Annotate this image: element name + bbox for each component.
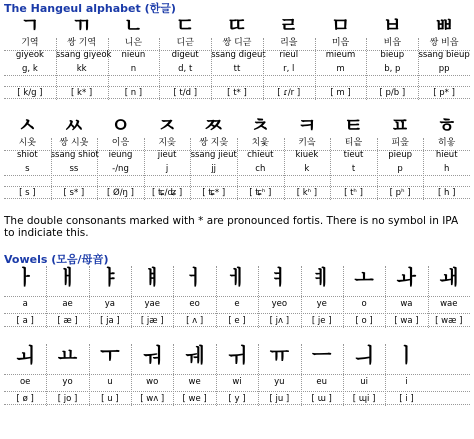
column-separator	[46, 266, 47, 328]
consonant-romanization: t	[351, 164, 356, 174]
vowel-jamo: ㅖ	[312, 265, 332, 289]
vowel-romanization: yeo	[271, 299, 288, 309]
consonant-korean-name: 쌍 비읍	[429, 38, 459, 48]
consonant-ipa: [ h ]	[437, 188, 456, 198]
consonant-column	[144, 114, 191, 214]
consonant-romanization: tt	[233, 64, 241, 74]
consonant-korean-name: 이응	[111, 138, 130, 148]
vowel-romanization: i	[405, 377, 408, 387]
consonant-korean-name: 지읒	[158, 138, 176, 148]
consonant-column	[315, 14, 367, 112]
vowel-romanization: yae	[144, 299, 160, 309]
column-separator	[211, 38, 212, 100]
consonant-jamo: ㅋ	[297, 113, 317, 137]
column-separator	[258, 266, 259, 328]
column-separator	[89, 266, 90, 328]
column-separator	[284, 138, 285, 200]
consonant-romanized-name: ssang digeut	[211, 50, 266, 60]
column-separator	[366, 38, 367, 100]
vowel-jamo: ㅛ	[57, 343, 78, 367]
consonant-romanized-name: kiuek	[295, 150, 319, 160]
consonant-jamo: ㄴ	[123, 13, 144, 37]
consonant-korean-name: 디귿	[176, 38, 194, 48]
consonant-romanization: k	[304, 164, 310, 174]
consonant-romanized-name: tieut	[343, 150, 364, 160]
vowel-ipa: [ wa ]	[394, 316, 419, 326]
consonant-column	[4, 114, 51, 214]
column-separator	[131, 344, 132, 406]
consonant-romanization: pp	[438, 64, 450, 74]
column-separator	[108, 38, 109, 100]
vowel-ipa: [ ju ]	[269, 394, 290, 404]
column-separator	[418, 38, 419, 100]
vowel-jamo: ㅒ	[142, 265, 162, 289]
vowel-ipa: [ u ]	[101, 394, 119, 404]
consonant-korean-name: 피읖	[391, 138, 409, 148]
vowel-jamo: ㅜ	[100, 343, 120, 367]
vowel-jamo: ㅠ	[269, 343, 290, 367]
consonant-romanized-name: pieup	[388, 150, 412, 160]
column-separator	[343, 266, 344, 328]
vowel-romanization: ae	[62, 299, 73, 309]
vowel-ipa: [ jæ ]	[140, 316, 164, 326]
consonant-column	[108, 14, 160, 112]
consonant-ipa: [ p* ]	[433, 88, 455, 98]
vowel-romanization: eu	[316, 377, 328, 387]
consonant-column	[51, 114, 98, 214]
vowel-jamo: ㅓ	[184, 265, 205, 289]
consonant-korean-name: 키읔	[298, 138, 316, 148]
consonant-romanized-name: nieun	[121, 50, 146, 60]
column-separator	[144, 138, 145, 200]
vowel-romanization: o	[361, 299, 367, 309]
consonant-column	[159, 14, 211, 112]
consonant-korean-name: 쌍 디귿	[222, 38, 252, 48]
consonant-korean-name: 기역	[21, 38, 39, 48]
vowel-romanization: ye	[316, 299, 327, 309]
consonant-romanization: p	[397, 164, 403, 174]
consonant-jamo: ㅉ	[204, 113, 224, 137]
vowel-romanization: ya	[104, 299, 116, 309]
column-separator	[173, 344, 174, 406]
consonant-romanization: n	[130, 64, 137, 74]
consonant-romanization: jj	[211, 164, 217, 174]
consonant-ipa: [ m ]	[330, 88, 351, 98]
page-title: The Hangeul alphabet (한글)	[4, 2, 176, 15]
vowel-jamo: ㅑ	[100, 265, 120, 289]
consonant-jamo: ㅈ	[157, 113, 177, 137]
consonant-jamo: ㅂ	[382, 13, 402, 37]
vowel-romanization: eo	[189, 299, 200, 309]
column-separator	[173, 266, 174, 328]
vowel-romanization: wa	[400, 299, 413, 309]
fortis-note: The double consonants marked with * are pronounced fortis. There is no symbol in IPA to indiciate this.	[4, 215, 459, 239]
consonant-jamo: ㅍ	[390, 113, 410, 137]
vowel-ipa: [ jo ]	[57, 394, 78, 404]
consonant-column	[211, 13, 266, 112]
consonant-column	[263, 14, 315, 112]
consonant-ipa: [ ʨ* ]	[202, 188, 226, 198]
consonant-jamo: ㄱ	[20, 13, 40, 37]
vowel-column	[4, 344, 46, 439]
vowel-column	[173, 266, 215, 344]
vowel-jamo: ㅟ	[227, 343, 247, 367]
vowel-column	[258, 266, 300, 344]
vowel-column	[46, 266, 88, 344]
column-separator	[46, 344, 47, 406]
column-separator	[56, 38, 57, 100]
consonant-jamo: ㅃ	[434, 13, 454, 37]
vowel-romanization: wae	[440, 299, 458, 309]
consonant-romanized-name: rieul	[279, 50, 299, 60]
column-separator	[428, 266, 429, 328]
vowel-grid-row-2	[4, 344, 470, 439]
consonant-ipa: [ k* ]	[71, 88, 93, 98]
column-separator	[330, 138, 331, 200]
consonant-jamo: ㄸ	[227, 13, 247, 37]
consonant-ipa: [ s ]	[19, 188, 36, 198]
consonant-jamo: ㅅ	[17, 113, 37, 137]
column-separator	[423, 138, 424, 200]
vowel-column	[343, 266, 385, 344]
consonant-romanization: j	[165, 164, 169, 174]
consonant-romanized-name: mieum	[325, 50, 356, 60]
vowel-column	[301, 266, 343, 344]
consonant-romanized-name: jieut	[157, 150, 177, 160]
consonant-romanization: h	[443, 164, 450, 174]
column-separator	[263, 38, 264, 100]
consonant-ipa: [ ʨ/ʥ ]	[152, 188, 183, 198]
consonant-ipa: [ pʰ ]	[389, 188, 411, 198]
vowel-ipa: [ je ]	[311, 316, 332, 326]
vowel-column	[385, 344, 427, 439]
consonant-romanized-name: digeut	[171, 50, 199, 60]
consonant-jamo: ㄹ	[279, 13, 299, 37]
vowel-column	[216, 266, 258, 344]
consonant-romanization: s	[25, 164, 30, 174]
column-separator	[377, 138, 378, 200]
vowel-column	[4, 266, 46, 344]
consonant-column	[366, 14, 418, 112]
consonant-romanized-name: ieung	[108, 150, 133, 160]
consonant-romanization: -/ng	[112, 164, 129, 174]
consonant-romanized-name: shiot	[16, 150, 38, 160]
vowel-column	[428, 266, 470, 344]
vowel-ipa: [ i ]	[399, 394, 414, 404]
consonant-romanized-name: ssang giyeok	[55, 50, 112, 60]
consonant-romanization: ch	[255, 164, 266, 174]
consonant-romanization: b, p	[384, 64, 401, 74]
vowel-column	[131, 266, 173, 344]
consonant-romanization: kk	[76, 64, 87, 74]
vowel-ipa: [ ø ]	[16, 394, 34, 404]
column-separator	[315, 38, 316, 100]
vowel-column	[216, 344, 258, 439]
column-separator	[190, 138, 191, 200]
vowel-ipa: [ y ]	[228, 394, 246, 404]
consonant-ipa: [ kʰ ]	[296, 188, 318, 198]
vowel-ipa: [ æ ]	[57, 316, 78, 326]
column-separator	[301, 266, 302, 328]
column-separator	[237, 138, 238, 200]
column-separator	[216, 344, 217, 406]
vowel-ipa: [ o ]	[355, 316, 373, 326]
vowel-jamo: ㅗ	[354, 265, 374, 289]
column-separator	[301, 344, 302, 406]
consonant-jamo: ㅇ	[110, 113, 131, 137]
consonant-korean-name: 리을	[280, 38, 298, 48]
column-separator	[97, 138, 98, 200]
vowel-jamo: ㅕ	[269, 265, 290, 289]
vowel-jamo: ㅐ	[57, 265, 78, 289]
consonant-ipa: [ ɾ/r ]	[277, 88, 301, 98]
consonant-ipa: [ s* ]	[63, 188, 85, 198]
column-separator	[258, 344, 259, 406]
consonant-korean-name: 쌍 기역	[67, 38, 97, 48]
consonant-column	[418, 14, 470, 112]
consonant-korean-name: 비읍	[383, 38, 402, 48]
vowel-jamo: ㅝ	[142, 343, 162, 367]
consonant-korean-name: 히읗	[437, 138, 456, 148]
column-separator	[385, 266, 386, 328]
consonant-column	[330, 114, 377, 214]
vowel-jamo: ㅞ	[184, 343, 205, 367]
vowel-romanization: oe	[19, 377, 31, 387]
vowel-jamo: ㅙ	[439, 265, 459, 289]
consonant-jamo: ㅎ	[437, 113, 457, 137]
vowel-jamo: ㅡ	[312, 343, 332, 367]
vowel-ipa: [ ɯ ]	[311, 394, 332, 404]
vowels-title: Vowels (모음/母音)	[4, 253, 109, 266]
consonant-ipa: [ tʰ ]	[344, 188, 363, 198]
consonant-romanized-name: chieut	[247, 150, 274, 160]
consonant-grid-row-2	[4, 114, 470, 214]
vowel-ipa: [ ɰi ]	[352, 394, 376, 404]
consonant-romanized-name: hieut	[435, 150, 458, 160]
consonant-jamo: ㄲ	[71, 13, 92, 37]
vowel-column	[89, 266, 131, 344]
vowel-jamo: ㅘ	[396, 265, 417, 289]
consonant-korean-name: 치읓	[251, 138, 269, 148]
consonant-korean-name: 시옷	[18, 138, 36, 148]
consonant-column	[190, 114, 237, 214]
vowel-column	[173, 344, 215, 439]
column-separator	[159, 38, 160, 100]
vowel-column	[89, 344, 131, 439]
consonant-korean-name: 미음	[331, 38, 350, 48]
vowel-romanization: a	[22, 299, 28, 309]
vowel-column	[343, 344, 385, 439]
consonant-column	[4, 14, 56, 112]
consonant-ipa: [ Ø/ŋ ]	[106, 188, 134, 198]
consonant-romanization: r, l	[283, 64, 295, 74]
consonant-column	[55, 13, 112, 112]
vowel-romanization: wi	[232, 377, 242, 387]
vowel-romanization: e	[234, 299, 240, 309]
vowel-jamo: ㅚ	[15, 343, 35, 367]
consonant-column	[97, 114, 144, 214]
vowel-column	[46, 344, 88, 439]
vowel-romanization: we	[188, 377, 201, 387]
consonant-romanized-name: ssang shiot	[50, 150, 99, 160]
column-separator	[343, 344, 344, 406]
consonant-romanized-name: giyeok	[15, 50, 44, 60]
vowel-ipa: [ wʌ ]	[140, 394, 165, 404]
vowel-ipa: [ jʌ ]	[269, 316, 290, 326]
vowel-grid-row-1	[4, 266, 470, 344]
consonant-ipa: [ ʨʰ ]	[249, 188, 272, 198]
vowel-column	[385, 266, 427, 344]
consonant-jamo: ㅆ	[64, 113, 84, 137]
consonant-romanization: d, t	[178, 64, 193, 74]
vowel-ipa: [ we ]	[182, 394, 207, 404]
column-separator	[89, 344, 90, 406]
vowel-romanization: ui	[360, 377, 368, 387]
vowel-jamo: ㅢ	[354, 343, 374, 367]
vowel-ipa: [ ja ]	[100, 316, 120, 326]
vowel-romanization: yu	[274, 377, 285, 387]
consonant-ipa: [ p/b ]	[379, 88, 406, 98]
consonant-korean-name: 니은	[124, 38, 143, 48]
vowel-jamo: ㅣ	[396, 343, 417, 367]
consonant-jamo: ㅊ	[250, 113, 270, 137]
column-separator	[131, 266, 132, 328]
consonant-jamo: ㅌ	[343, 113, 364, 137]
consonant-ipa: [ t* ]	[227, 88, 247, 98]
consonant-romanized-name: ssang bieup	[418, 50, 470, 60]
consonant-ipa: [ n ]	[124, 88, 143, 98]
vowel-romanization: wo	[146, 377, 159, 387]
consonant-romanization: g, k	[22, 64, 38, 74]
consonant-korean-name: 쌍 시옷	[59, 138, 89, 148]
consonant-column	[237, 114, 284, 214]
consonant-column	[284, 114, 331, 214]
consonant-grid-row-1	[4, 14, 470, 112]
consonant-romanized-name: bieup	[380, 50, 405, 60]
column-separator	[385, 344, 386, 406]
consonant-jamo: ㅁ	[330, 13, 351, 37]
consonant-column	[423, 114, 470, 214]
vowel-jamo: ㅏ	[15, 265, 35, 289]
consonant-romanization: ss	[69, 164, 79, 174]
consonant-column	[377, 114, 424, 214]
vowel-column	[131, 344, 173, 439]
vowel-ipa: [ e ]	[228, 316, 246, 326]
vowel-romanization: yo	[62, 377, 73, 387]
column-separator	[51, 138, 52, 200]
vowel-column	[258, 344, 300, 439]
vowel-ipa: [ wæ ]	[435, 316, 463, 326]
vowel-column	[301, 344, 343, 439]
consonant-romanized-name: ssang jieut	[190, 150, 237, 160]
consonant-ipa: [ k/g ]	[17, 88, 43, 98]
vowel-ipa: [ a ]	[16, 316, 34, 326]
vowel-ipa: [ ʌ ]	[186, 316, 204, 326]
consonant-jamo: ㄷ	[175, 13, 195, 37]
consonant-korean-name: 티읕	[344, 138, 363, 148]
consonant-korean-name: 쌍 지읒	[199, 138, 229, 148]
vowel-romanization: u	[107, 377, 113, 387]
consonant-ipa: [ t/d ]	[173, 88, 198, 98]
column-separator	[216, 266, 217, 328]
consonant-romanization: m	[336, 64, 345, 74]
vowel-jamo: ㅔ	[227, 265, 247, 289]
